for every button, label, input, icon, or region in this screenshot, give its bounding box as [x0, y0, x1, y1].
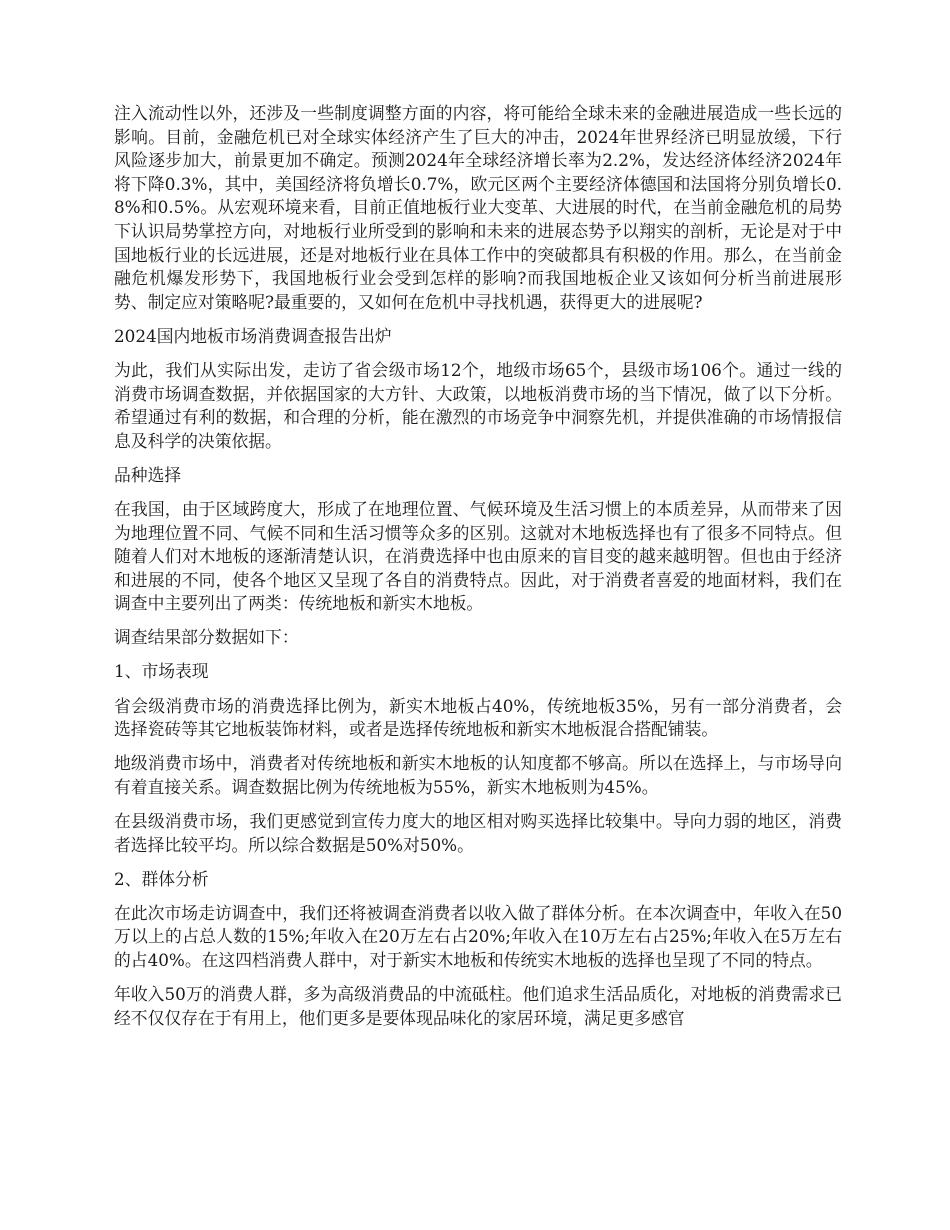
paragraph-survey-scope: 为此，我们从实际出发，走访了省会级市场12个，地级市场65个，县级市场106个。通过一线的消费市场调查数据，并依据国家的大方针、大政策，以地板消费市场的当下情况，做了以下分析。希望通过有利的数据，和合理的分析，能在激烈的市场竞争中洞察先机，并提供准确的市场情报信息及科学的决策依据。 — [114, 359, 842, 451]
paragraph-income-groups: 在此次市场走访调查中，我们还将被调查消费者以收入做了群体分析。在本次调查中，年收入在50万以上的占总人数的15%;年收入在20万左右占20%;年收入在10万左右占25%;年收入在5万左右的占40%。在这四档消费人群中，对于新实木地板和传统实木地板的选择也呈现了不同的特点。 — [114, 902, 842, 970]
section-title-group-analysis: 2、群体分析 — [114, 868, 209, 889]
paragraph-financial-crisis: 注入流动性以外，还涉及一些制度调整方面的内容，将可能给全球未来的金融进展造成一些长远的影响。目前，金融危机已对全球实体经济产生了巨大的冲击，2024年世界经济已明显放缓，下行风险逐步加大，前景更加不确定。预测2024年全球经济增长率为2.2%，发达经济体经济2024年将下降0.3%，其中，美国经济将负增长0.7%，欧元区两个主要经济体德国和法国将分别负增长0.8%和0.5%。从宏观环境来看，目前正值地板行业大变革、大进展的时代，在当前金融危机的局势下认识局势掌控方向，对地板行业所受到的影响和未来的进展态势予以翔实的剖析，无论是对于中国地板行业的长远进展，还是对地板行业在具体工作中的突破都具有积极的作用。那么，在当前金融危机爆发形势下，我国地板行业会受到怎样的影响?而我国地板企业又该如何分析当前进展形势、制定应对策略呢?最重要的，又如何在危机中寻找机遇，获得更大的进展呢? — [114, 103, 842, 312]
section-title-market-performance: 1、市场表现 — [114, 661, 209, 682]
paragraph-county-market: 在县级消费市场，我们更感觉到宣传力度大的地区相对购买选择比较集中。导向力弱的地区，消费者选择比较平均。所以综合数据是50%对50%。 — [114, 810, 842, 855]
section-title-results-intro: 调查结果部分数据如下： — [114, 627, 299, 648]
document-page — [114, 102, 842, 1041]
section-title-survey-report: 2024国内地板市场消费调查报告出炉 — [114, 325, 392, 346]
paragraph-provincial-market: 省会级消费市场的消费选择比例为，新实木地板占40%，传统地板35%，另有一部分消费者，会选择瓷砖等其它地板装饰材料，或者是选择传统地板和新实木地板混合搭配铺装。 — [114, 695, 842, 740]
paragraph-high-income-consumers: 年收入50万的消费人群，多为高级消费品的中流砥柱。他们追求生活品质化，对地板的消费需求已经不仅仅存在于有用上，他们更多是要体现品味化的家居环境，满足更多感官 — [114, 984, 842, 1028]
paragraph-prefecture-market: 地级消费市场中，消费者对传统地板和新实木地板的认知度都不够高。所以在选择上，与市场导向有着直接关系。调查数据比例为传统地板为55%，新实木地板则为45%。 — [114, 753, 842, 797]
paragraph-regional-differences: 在我国，由于区域跨度大，形成了在地理位置、气候环境及生活习惯上的本质差异，从而带来了因为地理位置不同、气候不同和生活习惯等众多的区别。这就对木地板选择也有了很多不同特点。但随着人们对木地板的逐渐清楚认识，在消费选择中也由原来的盲目变的越来越明智。但也由于经济和进展的不同，使各个地区又呈现了各自的消费特点。因此，对于消费者喜爱的地面材料，我们在调查中主要列出了两类：传统地板和新实木地板。 — [114, 498, 842, 614]
section-title-variety-choice: 品种选择 — [114, 464, 182, 485]
